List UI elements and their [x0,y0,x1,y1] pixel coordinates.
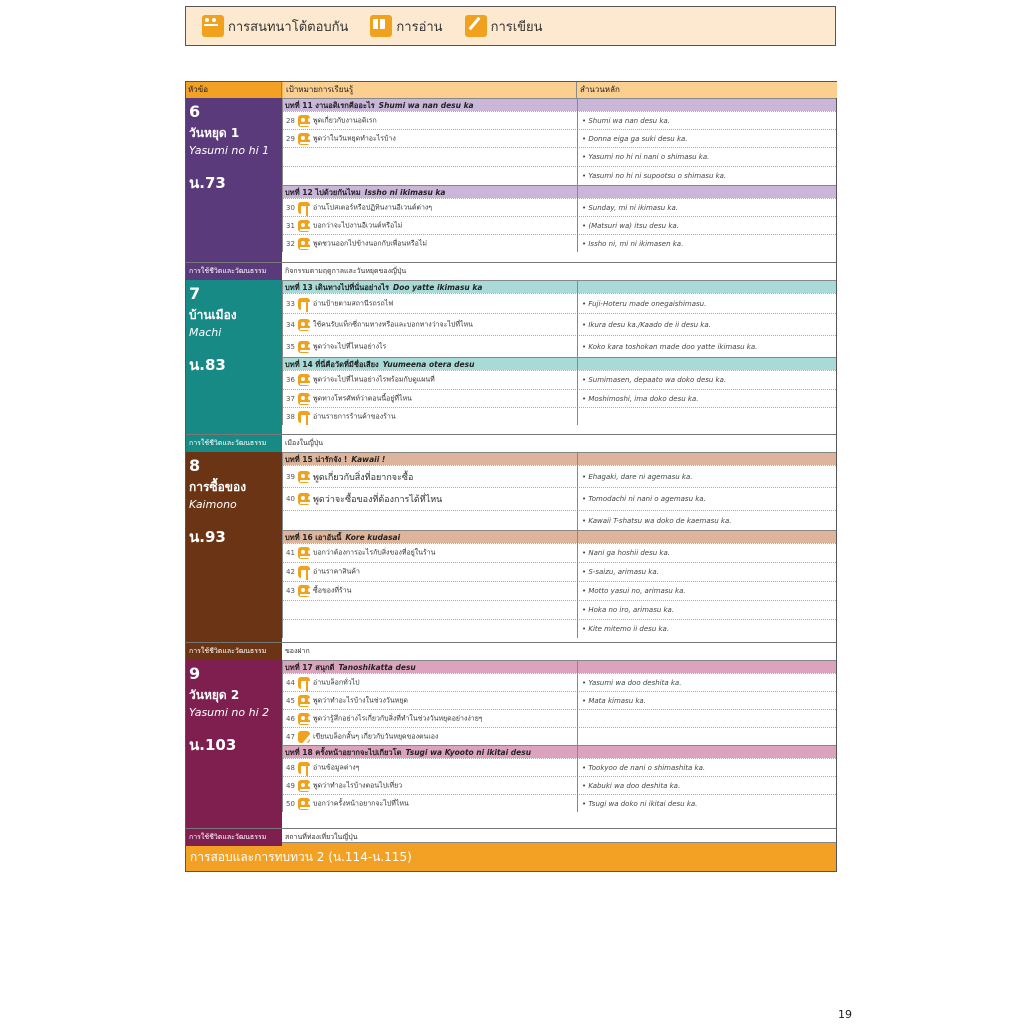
lesson-romaji: Yuumeena otera desu [382,360,475,369]
key-expression: • S-saizu, arimasu ka. [582,568,659,576]
column-divider [282,98,283,252]
lesson-title: บทที่ 18 ครั้งหน้าอยากจะไปเกียวโต [285,748,402,757]
key-expression: • Motto yasui no, arimasu ka. [582,587,686,595]
lesson-title: บทที่ 17 สนุกดี [285,663,335,672]
page-number: 19 [838,1008,852,1021]
column-divider [577,280,578,425]
reading-icon [298,298,310,310]
culture-label: การใช้ชีวิตและวัฒนธรรม [186,643,282,660]
culture-label: การใช้ชีวิตและวัฒนธรรม [186,263,282,280]
table-row [282,709,836,727]
activity-number: 47 [286,732,295,741]
lesson-header [282,660,836,673]
unit-block [186,98,282,262]
key-expression: • Donna eiga ga suki desu ka. [582,134,688,143]
table-row [282,673,836,691]
table-row [282,581,836,600]
activity-text: อ่านป้ายตามสถานีรถรถไฟ [313,299,394,307]
culture-value: สถานที่ท่องเที่ยวในญี่ปุ่น [285,833,358,841]
conversation-icon [298,493,310,505]
table-row [282,562,836,581]
activity-text: ใช้คนรับแท็กซี่ถามทางหรือและบอกทางว่าจะไปที่ไหน [313,320,473,328]
activity-number: 31 [286,221,295,230]
conversation-icon [298,393,310,405]
header-goal: เป้าหมายการเรียนรู้ [283,82,577,98]
culture-row [186,828,836,846]
table-row [282,216,836,234]
activity-number: 45 [286,696,295,705]
lesson-header [282,185,836,198]
lesson-romaji: Shumi wa nan desu ka [378,101,474,110]
table-row [282,198,836,216]
unit-block [186,280,282,434]
table-row [282,543,836,562]
activity-number: 29 [286,134,295,143]
key-expression: • Koko kara toshokan made doo yatte ikimasu ka. [582,342,758,351]
activity-number: 39 [286,472,295,481]
activity-text: อ่านราคาสินค้า [313,567,360,576]
key-expression: • Yasumi no hi ni supootsu o shimasu ka. [582,172,727,180]
table-row [282,335,836,357]
culture-value: เมืองในญี่ปุ่น [285,439,324,447]
activity-text: พูดว่าทำอะไรบ้างตอนไปเที่ยว [313,781,403,789]
lesson-romaji: Kawaii ! [351,455,386,464]
unit-romaji: Kaimono [189,498,237,511]
legend-item [370,15,442,37]
unit-block [186,452,282,642]
table-row [282,389,836,407]
conversation-icon [298,695,310,707]
activity-text: บอกว่าจะไปงานอีเวนต์หรือไม่ [313,221,403,229]
activity-number: 44 [286,678,295,687]
table-header [186,82,836,99]
culture-row [186,642,836,660]
table-row [282,619,836,638]
unit-romaji: Yasumi no hi 2 [189,706,270,719]
lesson-title: บทที่ 12 ไปด้วยกันไหม [285,188,361,197]
activity-text: พูดเกี่ยวกับงานอดิเรก [313,116,377,124]
activity-number: 33 [286,299,295,308]
unit-romaji: Yasumi no hi 1 [189,144,270,157]
culture-label: การใช้ชีวิตและวัฒนธรรม [186,435,282,452]
lesson-title: บทที่ 14 ที่นี่คือวัดที่มีชื่อเสียง [285,360,379,369]
lesson-header [282,452,836,465]
legend-label: การเขียน [490,19,543,35]
lesson-title: บทที่ 13 เดินทางไปที่นั่นอย่างไร [285,283,389,292]
key-expression: • Hoka no iro, arimasu ka. [582,606,675,614]
activity-number: 32 [286,239,295,248]
conversation-icon [298,798,310,810]
unit-title: วันหยุด 1 [189,126,240,140]
key-expression: • (Matsuri wa) itsu desu ka. [582,221,679,230]
table-row [282,510,836,530]
key-expression: • Tookyoo de nani o shimashita ka. [582,763,706,772]
unit-title: การซื้อของ [189,480,247,494]
key-expression: • Moshimoshi, ima doko desu ka. [582,394,699,403]
unit-romaji: Machi [189,326,222,339]
conversation-icon [298,238,310,250]
activity-text: พูดว่าทำอะไรบ้างในช่วงวันหยุด [313,696,408,704]
table-row [282,465,836,487]
lesson-header [282,745,836,758]
key-expression: • Kawaii T-shatsu wa doko de kaemasu ka. [582,516,732,525]
table-row [282,234,836,252]
reading-icon [298,677,310,689]
column-divider [577,98,578,252]
activity-number: 30 [286,203,295,212]
activity-text: เขียนบล็อกสั้นๆ เกี่ยวกับวันหยุดของตนเอง [313,732,439,740]
unit-number: 9 [189,664,201,683]
legend-item [202,15,348,37]
table-row [282,727,836,745]
key-expression: • Shumi wa nan desu ka. [582,116,670,125]
activity-text: บอกว่าครั้งหน้าอยากจะไปที่ไหน [313,799,409,807]
culture-label: การใช้ชีวิตและวัฒนธรรม [186,829,282,846]
unit-page: น.83 [189,356,226,374]
conversation-icon [298,115,310,127]
activity-number: 50 [286,799,295,808]
activity-text: พูดว่าจะไปที่ไหนอย่างไร [313,342,387,350]
column-divider [282,452,283,638]
unit-number: 8 [189,456,201,475]
table-row [282,166,836,185]
activity-text: อ่านข้อมูลต่างๆ [313,763,360,771]
key-expression: • Ehagaki, dare ni agemasu ka. [582,472,693,481]
table-row [282,758,836,776]
legend-label: การสนทนาโต้ตอบกัน [228,19,349,35]
lesson-title: บทที่ 11 งานอดิเรกคืออะไร [285,101,375,110]
lesson-header [282,98,836,111]
activity-text: พูดทางโทรศัพท์ว่าตอนนี้อยู่ที่ไหน [313,394,412,402]
table-row [282,407,836,425]
activity-number: 37 [286,394,295,403]
table-row [282,776,836,794]
table-row [282,313,836,335]
unit-title: บ้านเมือง [189,308,237,322]
key-expression: • Yasumi no hi ni nani o shimasu ka. [582,153,710,161]
lesson-romaji: Tanoshikatta desu [338,663,416,672]
conversation-icon [298,133,310,145]
activity-text: พูดว่าในวันหยุดทำอะไรบ้าง [313,134,396,142]
key-expression: • Tsugi wa doko ni ikitai desu ka. [582,799,698,808]
table-row [282,600,836,619]
activity-number: 38 [286,412,295,421]
activity-text: อ่านบล็อกทั่วไป [313,678,360,686]
activity-number: 48 [286,763,295,772]
lesson-header [282,357,836,370]
header-topic: หัวข้อ [186,82,282,98]
column-divider [282,280,283,425]
conversation-icon [298,341,310,353]
activity-number: 49 [286,781,295,790]
column-divider [282,660,283,812]
activity-number: 28 [286,116,295,125]
table-row [282,111,836,129]
key-expression: • Nani ga hoshii desu ka. [582,549,670,557]
legend-bar [185,6,836,46]
writing-icon [465,15,487,37]
writing-icon [298,731,310,743]
table-row [282,370,836,389]
reading-icon [298,566,310,578]
unit-number: 6 [189,102,201,121]
culture-row [186,262,836,280]
activity-text: อ่านรายการร้านค้าของร้าน [313,412,396,420]
activity-number: 34 [286,320,295,329]
lesson-header [282,530,836,543]
unit-title: วันหยุด 2 [189,688,240,702]
activity-number: 43 [286,587,295,595]
header-pattern: สำนวนหลัก [577,82,837,98]
activity-text: พูดชวนออกไปข้างนอกกับเพื่อนหรือไม่ [313,239,427,247]
key-expression: • Mata kimasu ka. [582,696,646,705]
unit-number: 7 [189,284,201,303]
legend-item [465,15,543,37]
conversation-icon [298,547,310,559]
reading-icon [298,762,310,774]
table-row [282,691,836,709]
table-row [282,129,836,147]
review-footer: การสอบและการทบทวน 2 (น.114-น.115) [186,842,836,871]
key-expression: • Kabuki wa doo deshita ka. [582,781,681,790]
activity-text: บอกว่าต้องการอะไรกับสิ่งของที่อยู่ในร้าน [313,548,436,557]
activity-text: พูดว่าจะซื้อของที่ต้องการได้ที่ไหน [313,495,443,505]
key-expression: • Sunday, mi ni ikimasu ka. [582,203,678,212]
conversation-icon [298,471,310,483]
activity-text: พูดว่าจะไปที่ไหนอย่างไรพร้อมกับดูแผนที่ [313,375,435,384]
activity-number: 42 [286,568,295,576]
reading-icon [298,202,310,214]
table-row [282,487,836,510]
activity-text: ซื้อของที่ร้าน [313,586,352,595]
lesson-romaji: Kore kudasai [345,533,401,542]
table-row [282,794,836,812]
table-row [282,147,836,166]
lesson-title: บทที่ 15 น่ารักจัง ! [285,455,348,464]
table-row [282,293,836,313]
legend-label: การอ่าน [396,19,443,35]
culture-value: กิจกรรมตามฤดูกาลและวันหยุดของญี่ปุ่น [285,267,407,275]
lesson-romaji: Doo yatte ikimasu ka [393,283,483,292]
conversation-icon [298,220,310,232]
activity-number: 36 [286,376,295,384]
key-expression: • Fuji-Hoteru made onegaishimasu. [582,299,707,308]
culture-value: ของฝาก [285,647,310,655]
culture-row [186,434,836,452]
lesson-romaji: Tsugi wa Kyooto ni ikitai desu [405,748,532,757]
key-expression: • Ikura desu ka./Kaado de ii desu ka. [582,320,711,329]
activity-text: อ่านโปสเตอร์หรือปฏิทินงานอีเวนต์ต่างๆ [313,203,433,211]
activity-number: 41 [286,549,295,557]
activity-number: 35 [286,342,295,351]
key-expression: • Kite mitemo ii desu ka. [582,625,670,633]
key-expression: • Sumimasen, depaato wa doko desu ka. [582,376,727,384]
key-expression: • Yasumi wa doo deshita ka. [582,678,682,687]
activity-number: 40 [286,495,295,503]
column-divider [577,452,578,638]
key-expression: • Issho ni, mi ni ikimasen ka. [582,239,684,248]
key-expression: • Tomodachi ni nani o agemasu ka. [582,495,706,503]
activity-text: พูดเกี่ยวกับสิ่งที่อยากจะซื้อ [313,472,414,483]
lesson-romaji: Issho ni ikimasu ka [364,188,446,197]
lesson-header [282,280,836,293]
reading-icon [298,411,310,423]
lesson-title: บทที่ 16 เอาอันนี้ [285,533,342,542]
unit-page: น.73 [189,174,226,192]
curriculum-table [185,81,837,872]
unit-block [186,660,282,828]
unit-page: น.103 [189,736,237,754]
unit-page: น.93 [189,528,226,546]
activity-text: พูดว่ารู้สึกอย่างไรเกี่ยวกับสิ่งที่ทำในช่วงวันหยุดอย่างง่ายๆ [313,714,483,722]
conversation-icon [298,319,310,331]
reading-icon [370,15,392,37]
column-divider [577,660,578,812]
conversation-icon [202,15,224,37]
conversation-icon [298,585,310,597]
conversation-icon [298,713,310,725]
conversation-icon [298,374,310,386]
conversation-icon [298,780,310,792]
activity-number: 46 [286,714,295,723]
